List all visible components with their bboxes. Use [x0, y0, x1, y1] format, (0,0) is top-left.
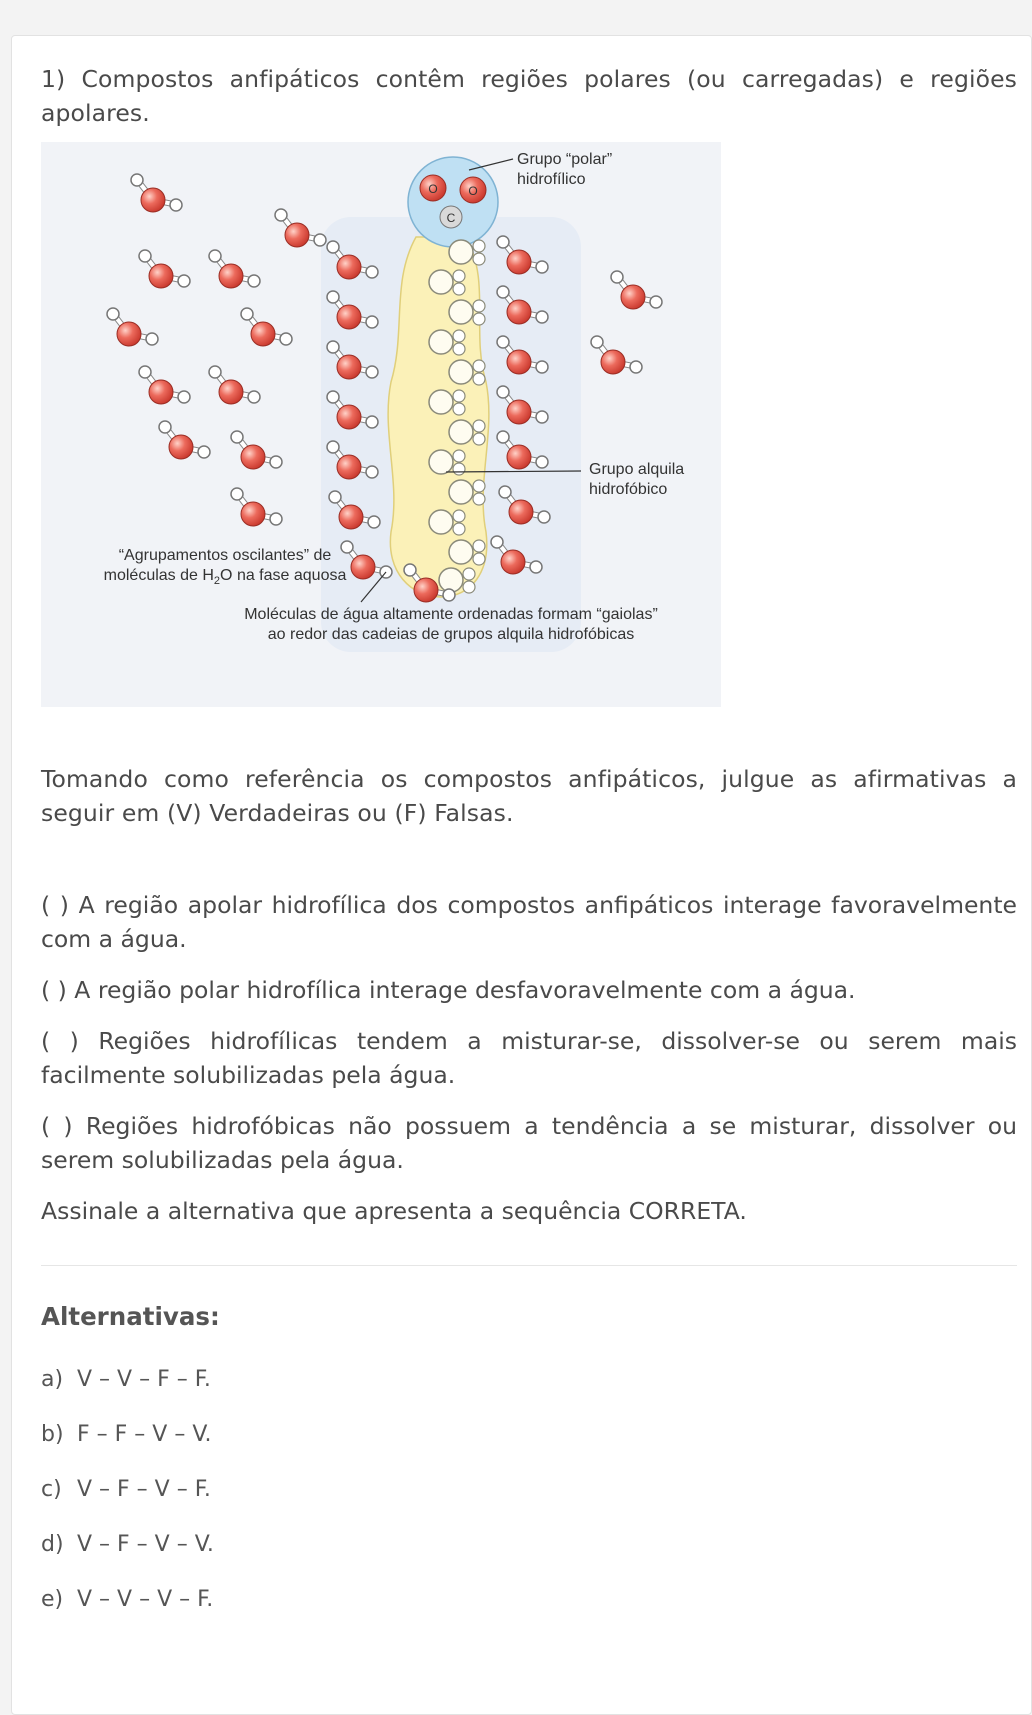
alternative-e[interactable]: [41, 1572, 1017, 1627]
alternative-c[interactable]: [41, 1462, 1017, 1517]
label-alkyl-group: Grupo alquila hidrofóbico: [589, 461, 685, 498]
alternatives-list: [41, 1352, 1017, 1627]
label-polar-group: Grupo “polar” hidrofílico: [517, 151, 613, 188]
svg-text:C: C: [446, 211, 456, 225]
statement-2: ( ) A região polar hidrofílica interage desfavoravelmente com a água.: [41, 976, 856, 1004]
carboxyl-oxygen-right: [460, 177, 486, 203]
alternative-a[interactable]: [41, 1352, 1017, 1407]
question-instruction: Tomando como referência os compostos anfipáticos, julgue as afirmativas a seguir em (V) Verdadeiras ou (F) Falsas.: [41, 765, 1017, 827]
statement-4: ( ) Regiões hidrofóbicas não possuem a tendência a se misturar, dissolver ou serem solubilizadas pela água.: [41, 1112, 1017, 1174]
alternatives-title: Alternativas:: [41, 1302, 220, 1331]
divider: [41, 1265, 1017, 1266]
question-content: [41, 62, 1017, 1627]
alternative-text: V – V – V – F.: [77, 1587, 214, 1612]
label-ordered-cages: Moléculas de água altamente ordenadas formam “gaiolas” ao redor das cadeias de grupos alquila hidrofóbicas: [244, 606, 658, 643]
alternative-letter: e): [41, 1587, 64, 1612]
alternative-text: V – F – V – V.: [77, 1532, 214, 1557]
svg-text:O: O: [428, 182, 438, 196]
statement-3: ( ) Regiões hidrofílicas tendem a misturar-se, dissolver-se ou serem mais facilmente solubilizadas pela água.: [41, 1027, 1017, 1089]
alternative-letter: a): [41, 1367, 64, 1392]
alternative-text: V – V – F – F.: [77, 1367, 211, 1392]
amphipathic-figure: [41, 142, 721, 707]
polar-head: [408, 157, 498, 247]
carboxyl-oxygen-left: [420, 175, 446, 201]
alternative-text: V – F – V – F.: [77, 1477, 211, 1502]
carboxyl-carbon: [440, 206, 462, 228]
question-intro: 1) Compostos anfipáticos contêm regiões polares (ou carregadas) e regiões apolares.: [41, 65, 1017, 127]
question-card: [11, 35, 1032, 1715]
svg-text:O: O: [468, 184, 478, 198]
alternative-d[interactable]: [41, 1517, 1017, 1572]
label-oscillating-clusters: “Agrupamentos oscilantes” de moléculas de $H_2O$ na fase aquosa: [103, 547, 347, 588]
statement-1: ( ) A região apolar hidrofílica dos compostos anfipáticos interage favoravelmente com a água.: [41, 891, 1017, 953]
alternative-letter: d): [41, 1532, 64, 1557]
alternative-letter: b): [41, 1422, 64, 1447]
alternative-letter: c): [41, 1477, 62, 1502]
question-prompt: Assinale a alternativa que apresenta a sequência CORRETA.: [41, 1197, 747, 1225]
alternative-text: F – F – V – V.: [77, 1422, 212, 1447]
alternative-b[interactable]: [41, 1407, 1017, 1462]
